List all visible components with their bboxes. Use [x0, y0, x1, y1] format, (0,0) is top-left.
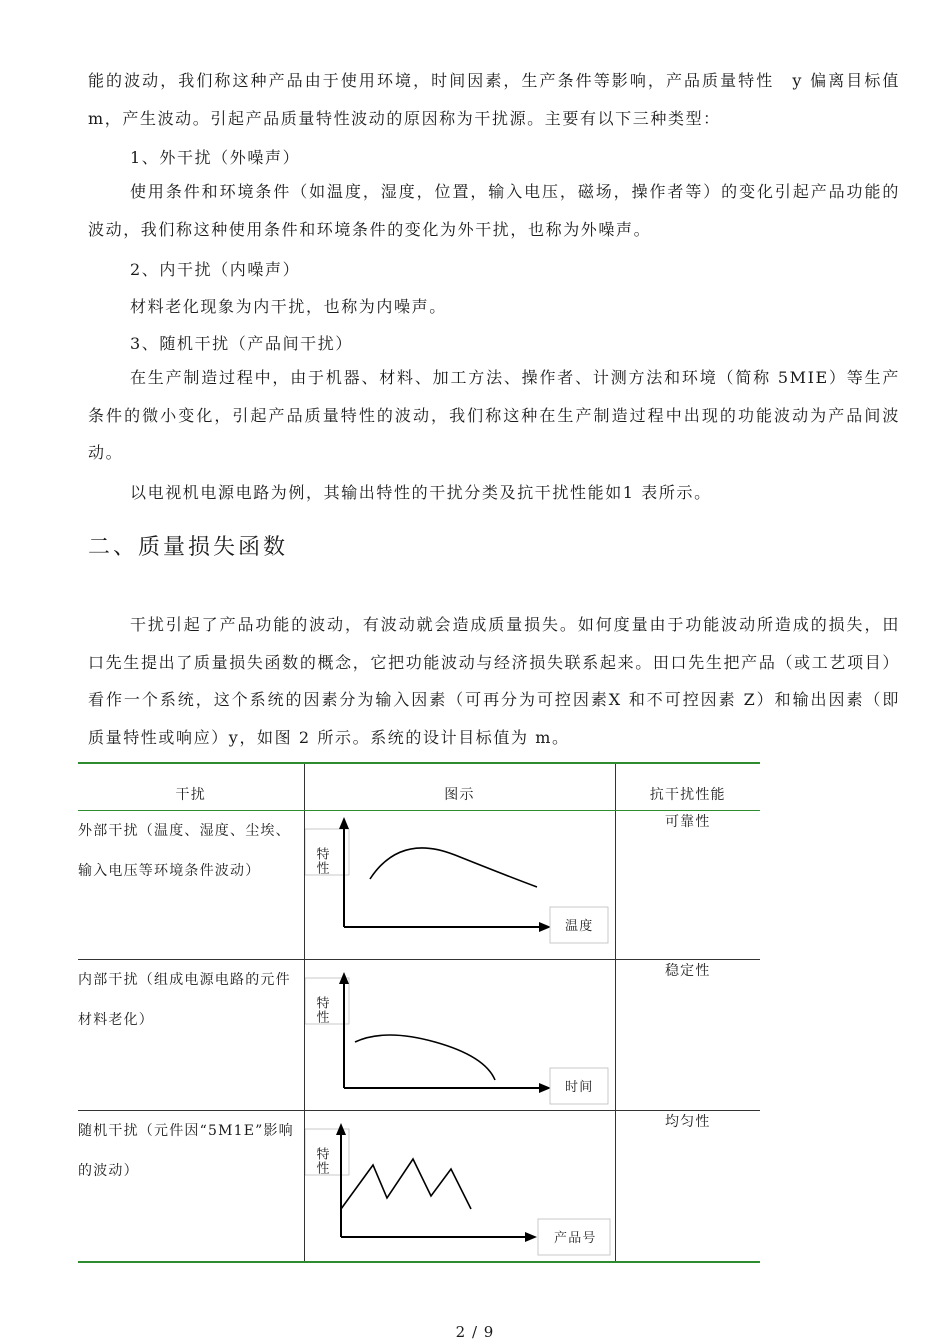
x-axis-label: 温度 [564, 919, 593, 934]
interference-table [78, 762, 760, 1263]
x-axis-label: 时间 [564, 1080, 593, 1095]
uniformity-zigzag [341, 1159, 471, 1209]
table-row [78, 811, 760, 960]
header-interference: 干扰 [78, 763, 304, 811]
reliability-curve [370, 848, 537, 887]
x-axis-arrow [539, 1083, 551, 1093]
product-number-plot [305, 1111, 616, 1261]
y-axis-label: 特性 [313, 847, 328, 876]
y-axis-label: 特性 [313, 996, 328, 1025]
x-axis-arrow [539, 922, 551, 932]
x-axis-arrow [525, 1232, 537, 1242]
cause-cell: 随机干扰（元件因“5M1E”影响的波动） [78, 1111, 304, 1263]
header-diagram: 图示 [304, 763, 615, 811]
item1-title: 1、外干扰（外噪声） [130, 148, 301, 167]
item3-body: 在生产制造过程中，由于机器、材料、加工方法、操作者、计测方法和环境（简称 5MIE）等生产条件的微小变化，引起产品质量特性的波动，我们称这种在生产制造过程中出现的功能波动为产品间波动。 [88, 368, 900, 462]
performance-cell: 可靠性 [615, 811, 760, 960]
diagram-cell [304, 1111, 615, 1263]
diagram-cell [304, 811, 615, 960]
item2-body: 材料老化现象为内干扰，也称为内噪声。 [130, 297, 447, 316]
section-body: 干扰引起了产品功能的波动，有波动就会造成质量损失。如何度量由于功能波动所造成的损失，田口先生提出了质量损失函数的概念，它把功能波动与经济损失联系起来。田口先生把产品（或工艺项目）看作一个系统，这个系统的因素分为输入因素（可再分为可控因素X 和不可控因素 Z）和输出因素（即质量特性或响应）y，如图 2 所示。系统的设计目标值为 m。 [88, 615, 900, 747]
time-plot [305, 960, 616, 1110]
temperature-plot [305, 811, 616, 959]
table-row [78, 1111, 760, 1263]
page-number: 2 / 9 [455, 1323, 495, 1341]
header-performance: 抗干扰性能 [615, 763, 760, 811]
performance-cell: 均匀性 [615, 1111, 760, 1263]
table-row [78, 960, 760, 1111]
paragraph-continuation: 能的波动，我们称这种产品由于使用环境，时间因素，生产条件等影响，产品质量特性 y 偏离目标值 m，产生波动。引起产品质量特性波动的原因称为干扰源。主要有以下三种类型： [88, 71, 900, 128]
item3-title: 3、随机干扰（产品间干扰） [130, 334, 353, 353]
x-axis-label: 产品号 [553, 1231, 597, 1246]
diagram-cell [304, 960, 615, 1111]
y-axis-arrow [339, 817, 349, 829]
stability-curve [355, 1035, 495, 1080]
item1-body: 使用条件和环境条件（如温度，湿度，位置，输入电压，磁场，操作者等）的变化引起产品功能的波动，我们称这种使用条件和环境条件的变化为外干扰，也称为外噪声。 [88, 182, 900, 239]
example-sentence: 以电视机电源电路为例，其输出特性的干扰分类及抗干扰性能如1 表所示。 [130, 483, 712, 502]
table-header-row [78, 763, 760, 811]
item2-title: 2、内干扰（内噪声） [130, 260, 301, 279]
y-axis-label: 特性 [313, 1147, 328, 1176]
section-heading: 二、质量损失函数 [88, 535, 289, 560]
performance-cell: 稳定性 [615, 960, 760, 1111]
cause-cell: 内部干扰（组成电源电路的元件材料老化） [78, 960, 304, 1111]
cause-cell: 外部干扰（温度、湿度、尘埃、输入电压等环境条件波动） [78, 811, 304, 960]
